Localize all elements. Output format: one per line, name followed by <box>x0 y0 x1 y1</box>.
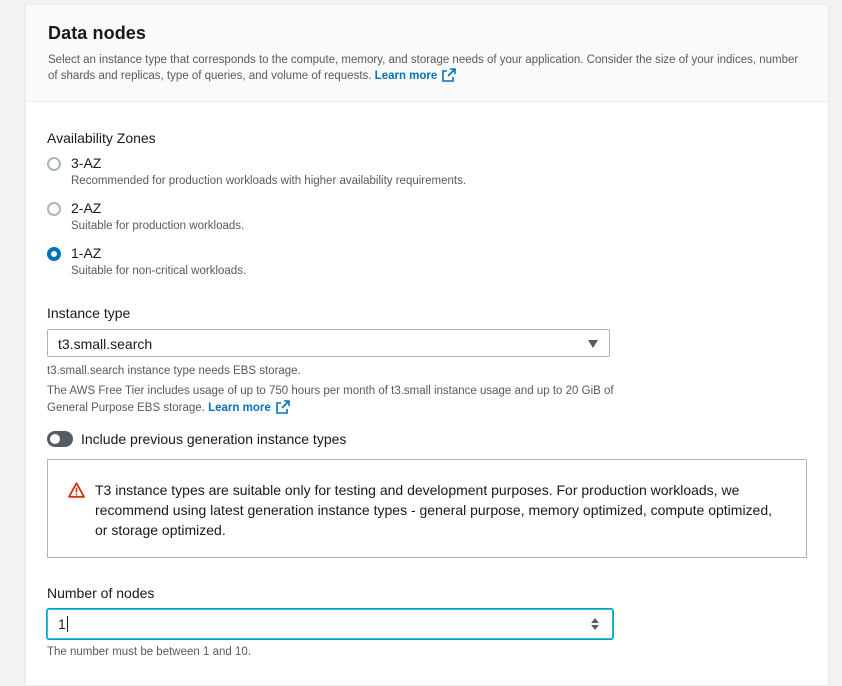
instance-type-select[interactable] <box>47 329 610 357</box>
caret-down-icon <box>588 340 598 348</box>
free-tier-hint <box>47 383 657 420</box>
radio-2az[interactable] <box>47 202 61 216</box>
radio-3az-description: Recommended for production workloads with higher availability requirements. <box>71 175 467 187</box>
number-spinner[interactable] <box>590 618 600 631</box>
panel-title: Data nodes <box>48 23 147 43</box>
number-of-nodes-hint: The number must be between 1 and 10. <box>47 646 251 658</box>
radio-3az[interactable] <box>47 157 61 171</box>
radio-3az-label: 3-AZ <box>71 155 102 171</box>
panel-description-text: Select an instance type that corresponds to the compute, memory, and storage needs of your application. Consider the size of your indices, number of shards and replicas, type of queries, and volume of requests. <box>48 54 799 82</box>
previous-generation-toggle-label: Include previous generation instance types <box>81 431 347 447</box>
text-caret <box>67 616 68 632</box>
alert-text: T3 instance types are suitable only for testing and development purposes. For production workloads, we recommend using latest generation instance types - general purpose, memory optimized, compute optimized, or storage optimized. <box>95 482 773 538</box>
previous-generation-toggle[interactable] <box>47 431 73 447</box>
radio-1az[interactable] <box>47 247 61 261</box>
data-nodes-panel <box>25 4 829 686</box>
spin-down-icon[interactable] <box>591 625 599 630</box>
t3-warning-alert <box>47 459 807 558</box>
spin-up-icon[interactable] <box>591 618 599 623</box>
learn-more-label: Learn more <box>374 70 438 82</box>
instance-type-label: Instance type <box>47 305 131 321</box>
instance-type-storage-hint: t3.small.search instance type needs EBS storage. <box>47 365 301 377</box>
panel-header <box>26 5 828 102</box>
radio-1az-description: Suitable for non-critical workloads. <box>71 265 247 277</box>
learn-more-link[interactable] <box>375 70 457 82</box>
number-of-nodes-label: Number of nodes <box>47 585 155 601</box>
external-link-icon <box>276 400 290 420</box>
availability-zones-label: Availability Zones <box>47 130 156 146</box>
number-of-nodes-input[interactable] <box>47 609 613 639</box>
panel-description <box>48 52 806 87</box>
radio-1az-label: 1-AZ <box>71 245 102 261</box>
radio-2az-description: Suitable for production workloads. <box>71 220 245 232</box>
radio-2az-label: 2-AZ <box>71 200 102 216</box>
external-link-icon <box>442 68 456 87</box>
instance-type-value: t3.small.search <box>58 336 153 352</box>
toggle-knob <box>50 434 60 444</box>
warning-icon <box>68 482 85 503</box>
free-tier-learn-more-link[interactable] <box>208 402 290 414</box>
number-of-nodes-value: 1 <box>58 616 66 632</box>
free-tier-hint-text: The AWS Free Tier includes usage of up to 750 hours per month of t3.small instance usage and up to 20 GiB of General Purpose EBS storage. <box>47 385 614 414</box>
free-tier-learn-more-label: Learn more <box>208 402 271 414</box>
